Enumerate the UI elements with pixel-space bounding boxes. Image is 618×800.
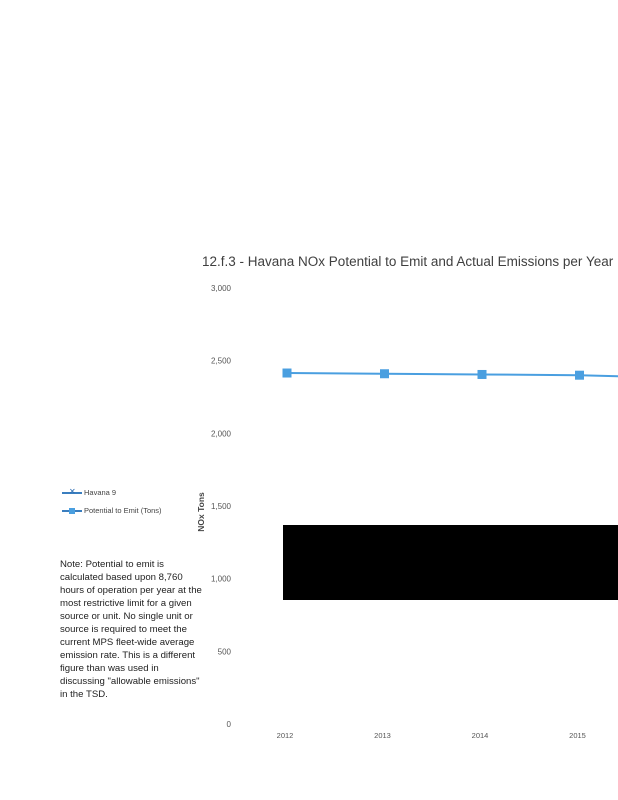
- y-tick-label: 1,500: [210, 502, 231, 511]
- x-tick-label: 2012: [276, 731, 294, 740]
- data-point: [283, 369, 292, 378]
- x-tick-label: 2015: [569, 731, 586, 740]
- legend-swatch-havana-9: ✕: [62, 490, 82, 496]
- chart-title: 12.f.3 - Havana NOx Potential to Emit and Actual Emissions per Year: [202, 254, 614, 269]
- y-tick-label: 0: [226, 720, 231, 729]
- series-line: [287, 373, 618, 376]
- x-tick-label: 2014: [471, 731, 489, 740]
- y-tick-label: 3,000: [210, 284, 231, 293]
- y-tick-label: 2,500: [210, 356, 231, 366]
- legend-label-havana-9: Havana 9: [84, 488, 117, 497]
- y-axis-label: NOx Tons: [196, 492, 206, 532]
- legend-swatch-potential-to-emit: [62, 508, 82, 514]
- y-tick-label: 2,000: [210, 429, 231, 439]
- y-tick-label: 500: [217, 647, 231, 657]
- redaction-box: [283, 525, 618, 600]
- legend-label-potential-to-emit: Potential to Emit (Tons): [84, 506, 162, 515]
- data-point: [478, 370, 487, 379]
- x-tick-label: 2013: [374, 731, 391, 740]
- data-point: [380, 369, 389, 378]
- chart-note: Note: Potential to emit is calculated based upon 8,760 hours of operation per year at the most restrictive limit for a given source or unit. No single unit or source is required to meet the current MPS fleet-wide average emission rate. This is a different figure than was used in discussing "allowable emissions" in the TSD.: [60, 559, 202, 700]
- data-point: [575, 371, 584, 380]
- y-tick-label: 1,000: [210, 574, 231, 584]
